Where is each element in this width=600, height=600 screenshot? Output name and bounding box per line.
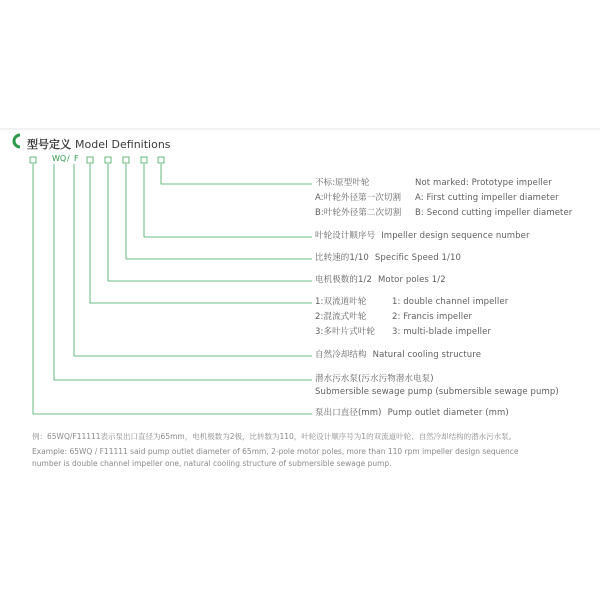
definition-row bbox=[315, 312, 473, 323]
definition-en: A: First cutting impeller diameter bbox=[415, 193, 559, 203]
definition-en: Impeller design sequence number bbox=[381, 231, 530, 241]
example-note-en-line2: number is double channel impeller one, natural cooling structure of submersible sewage pump. bbox=[32, 459, 392, 468]
definition-row bbox=[315, 387, 559, 398]
code-box-outlet-diameter bbox=[30, 157, 36, 163]
leader-line-outlet-diameter bbox=[33, 164, 312, 414]
code-box-motor-poles bbox=[105, 157, 111, 163]
definition-en: Motor poles 1/2 bbox=[377, 275, 446, 285]
definition-en: Natural cooling structure bbox=[372, 350, 482, 360]
definition-zh: 1:双流道叶轮 bbox=[315, 297, 367, 307]
leader-line-sequence bbox=[144, 164, 312, 237]
definition-row bbox=[315, 408, 509, 419]
code-f: F bbox=[74, 154, 79, 163]
definition-row bbox=[315, 253, 461, 264]
definition-zh: 潜水污水泵(污水污物潜水电泵) bbox=[315, 374, 434, 384]
definition-zh: 自然冷却结构 bbox=[315, 350, 367, 360]
leader-line-impeller-type bbox=[90, 164, 312, 303]
example-note-zh: 例：65WQ/F11111表示泵出口直径为65mm，电机极数为2极，比转数为110，叶轮设计顺序号为1的双流道叶轮、自然冷却结构的潜水污水泵。 bbox=[32, 432, 517, 441]
definition-en: Specific Speed 1/10 bbox=[374, 253, 462, 263]
definition-en: 1: double channel impeller bbox=[392, 297, 509, 307]
leader-line-cooling bbox=[74, 164, 312, 356]
title-en: Model Definitions bbox=[75, 138, 171, 151]
definition-row bbox=[315, 178, 552, 189]
definition-zh: A:叶轮外径第一次切割 bbox=[315, 193, 402, 203]
code-box-cutting bbox=[158, 157, 164, 163]
definition-en: Submersible sewage pump (submersible sewage pump) bbox=[315, 387, 559, 397]
definition-zh: 泵出口直径(mm) bbox=[315, 408, 382, 418]
code-box-impeller-type bbox=[87, 157, 93, 163]
definition-zh: B:叶轮外径第二次切割 bbox=[315, 208, 402, 218]
definition-zh: 3:多叶片式叶轮 bbox=[315, 327, 376, 337]
title-zh: 型号定义 bbox=[27, 138, 71, 151]
definition-en: Pump outlet diameter (mm) bbox=[387, 408, 509, 418]
definition-row bbox=[315, 350, 481, 361]
definition-en: Not marked: Prototype impeller bbox=[415, 178, 552, 188]
definition-row bbox=[315, 231, 530, 242]
code-box-specific-speed bbox=[123, 157, 129, 163]
definition-row bbox=[315, 374, 434, 385]
leader-line-motor-poles bbox=[108, 164, 312, 281]
definition-row bbox=[315, 193, 559, 204]
definition-row bbox=[315, 327, 492, 338]
definition-en: B: Second cutting impeller diameter bbox=[415, 208, 573, 218]
green-c-logo-icon bbox=[14, 135, 20, 147]
leader-line-cutting bbox=[161, 164, 312, 184]
definition-zh: 不标:原型叶轮 bbox=[315, 178, 370, 188]
code-slash: / bbox=[67, 154, 70, 163]
definition-row bbox=[315, 297, 509, 308]
section-title bbox=[27, 136, 171, 152]
code-box-sequence-number bbox=[141, 157, 147, 163]
definition-row bbox=[315, 208, 573, 219]
leader-line-sewage-pump bbox=[54, 164, 312, 380]
definition-row bbox=[315, 275, 446, 286]
definition-zh: 电机极数的1/2 bbox=[315, 275, 372, 285]
definition-zh: 2:混流式叶轮 bbox=[315, 312, 367, 322]
definition-zh: 比转速的1/10 bbox=[315, 253, 369, 263]
leader-line-specific-speed bbox=[126, 164, 312, 259]
definition-en: 2: Francis impeller bbox=[392, 312, 473, 322]
example-note-en-line1: Example: 65WQ / F11111 said pump outlet diameter of 65mm, 2-pole motor poles, more than 110 rpm impeller design sequence bbox=[32, 447, 519, 456]
definition-zh: 叶轮设计顺序号 bbox=[315, 231, 376, 241]
definition-en: 3: multi-blade impeller bbox=[392, 327, 492, 337]
code-wq: WQ bbox=[52, 154, 67, 163]
